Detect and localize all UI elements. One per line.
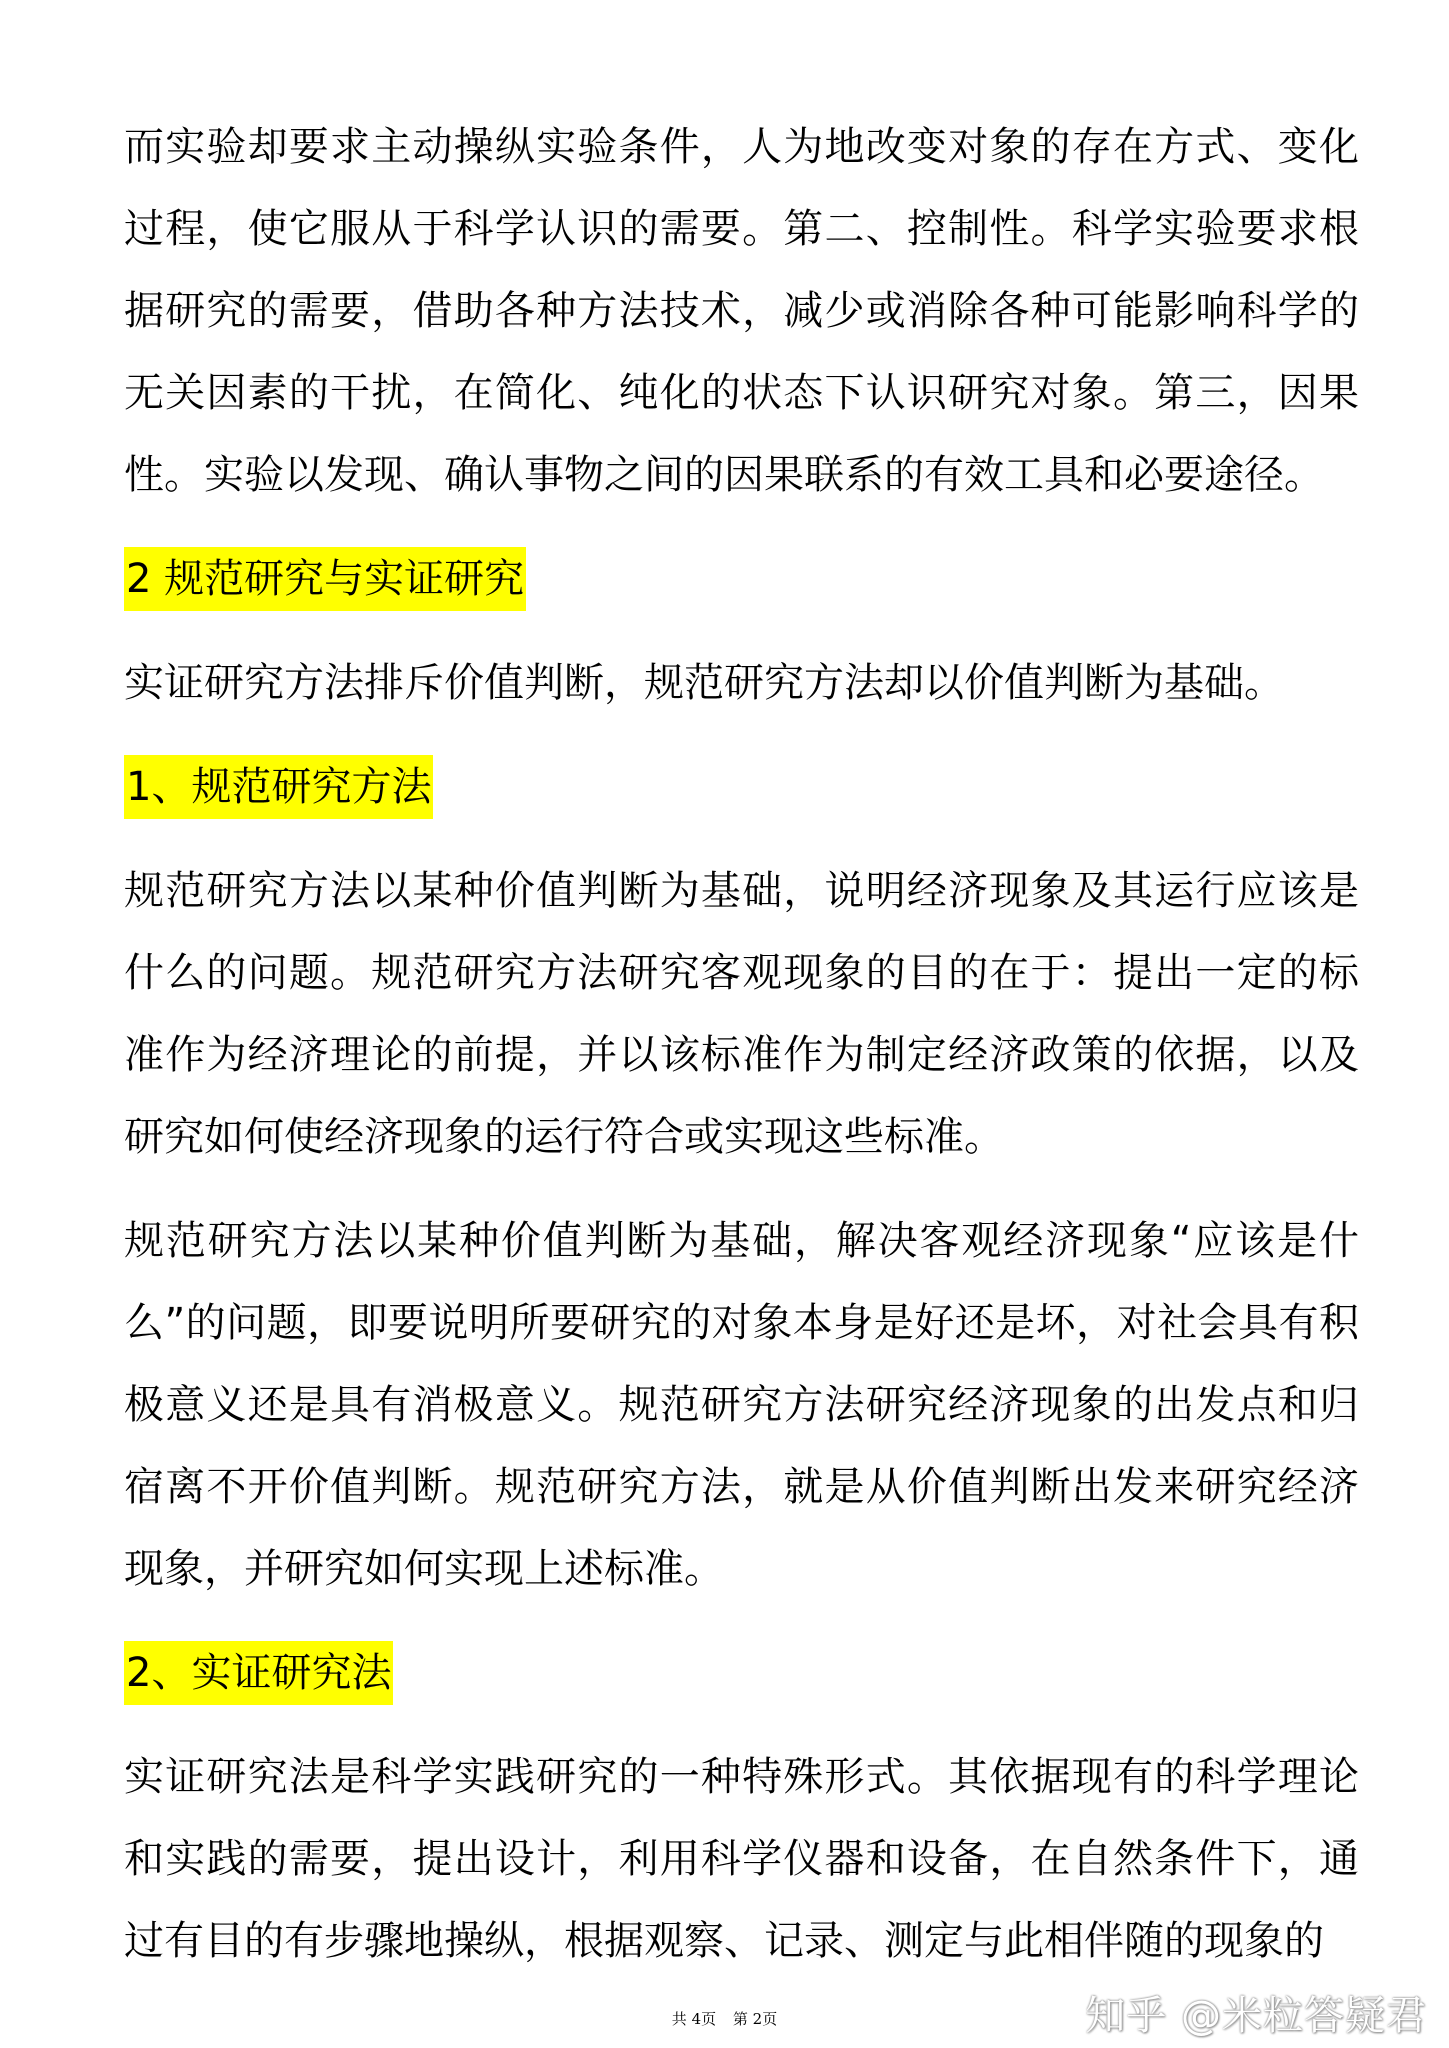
paragraph-normative-2: 规范研究方法以某种价值判断为基础，解决客观经济现象“应该是什么”的问题，即要说明所要研究的对象本身是好还是坏，对社会具有积极意义还是具有消极意义。规范研究方法研究经济现象的出发点和归宿离不开价值判断。规范研究方法，就是从价值判断出发来研究经济现象，并研究如何实现上述标准。 [124,1218,1359,1592]
watermark: 知乎 @米粒答疑君 [1085,1993,1427,2039]
section-heading-normative-method [124,746,1359,828]
paragraph-experiment-features: 而实验却要求主动操纵实验条件，人为地改变对象的存在方式、变化过程，使它服从于科学认识的需要。第二、控制性。科学实验要求根据研究的需要，借助各种方法技术，减少或消除各种可能影响科学的无关因素的干扰，在简化、纯化的状态下认识研究对象。第三，因果性。实验以发现、确认事物之间的因果联系的有效工具和必要途径。 [124,124,1359,498]
paragraph-positive-1: 实证研究法是科学实践研究的一种特殊形式。其依据现有的科学理论和实践的需要，提出设计，利用科学仪器和设备，在自然条件下，通过有目的有步骤地操纵，根据观察、记录、测定与此相伴随的现象的 [124,1754,1359,1964]
paragraph-normative-1: 规范研究方法以某种价值判断为基础，说明经济现象及其运行应该是什么的问题。规范研究方法研究客观现象的目的在于：提出一定的标准作为经济理论的前提，并以该标准作为制定经济政策的依据，以及研究如何使经济现象的运行符合或实现这些标准。 [124,868,1359,1160]
current-page: 第 2页 [732,2010,778,2028]
heading-text: 2 规范研究与实证研究 [124,547,526,611]
section-heading-positive-method [124,1632,1359,1714]
paragraph-intro-comparison: 实证研究方法排斥价值判断，规范研究方法却以价值判断为基础。 [124,660,1284,706]
section-heading-normative-positive [124,538,1359,620]
total-pages: 共 4页 [671,2010,717,2028]
heading-text: 1、规范研究方法 [124,755,433,819]
heading-text: 2、实证研究法 [124,1641,393,1705]
document-body [124,106,1359,2004]
